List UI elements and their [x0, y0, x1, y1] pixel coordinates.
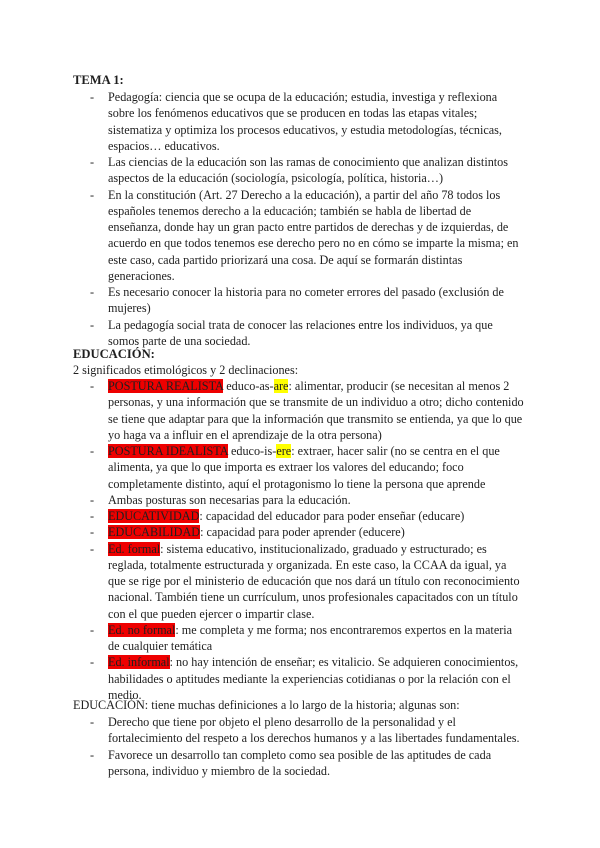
list-item: - Es necesario conocer la historia para no cometer errores del pasado (exclusión de mujeres)	[90, 285, 504, 316]
list-item-text: En la constitución (Art. 27 Derecho a la educación), a partir del año 78 todos los españoles tenemos derecho a la educación; también se habla de libertad de enseñanza, donde hay un gran pacto entre partidos de derechas y de izquierdas, de acuerdo en que todos tenemos ese derecho pero no en cómo se imparte la misma; en este caso, cada partido priorizará una cosa. De aquí se formarán distintas generaciones.	[108, 187, 519, 283]
list-item-text: Ambas posturas son necesarias para la educación.	[108, 492, 351, 507]
educacion-list	[0, 378, 600, 703]
list-item-text: Las ciencias de la educación son las ramas de conocimiento que analizan distintos aspectos de la educación (sociología, psicología, política, historia…)	[108, 155, 509, 186]
highlighted-term: EDUCABILIDAD	[108, 525, 201, 540]
highlighted-term: Ed. formal	[108, 541, 161, 556]
highlighted-term: POSTURA REALISTA	[108, 379, 224, 393]
list-item: - EDUCATIVIDAD: capacidad del educador para poder enseñar (educare)	[90, 509, 465, 523]
definitions-intro: EDUCACIÓN: tiene muchas definiciones a lo largo de la historia; algunas son:	[73, 698, 460, 712]
list-item: - En la constitución (Art. 27 Derecho a la educación), a partir del año 78 todos los españoles tenemos derecho a la educación; también se habla de libertad de enseñanza, donde hay un gran pacto entre partidos de derechas y de izquierdas, de acuerdo en que todos tenemos ese derecho pero no en cómo se imparte la misma; en este caso, cada partido priorizará una cosa. De aquí se formarán distintas generaciones.	[90, 187, 519, 283]
list-item: - EDUCABILIDAD: capacidad para poder aprender (educere)	[90, 525, 405, 540]
list-item: - Favorece un desarrollo tan completo como sea posible de las aptitudes de cada persona, individuo y miembro de la sociedad.	[90, 747, 492, 778]
list-item-text: Es necesario conocer la historia para no cometer errores del pasado (exclusión de mujeres)	[108, 285, 504, 316]
highlighted-term: Ed. no formal	[108, 622, 176, 637]
highlighted-term: Ed. informal	[108, 655, 170, 670]
definitions-list	[0, 714, 600, 779]
highlighted-suffix: ere	[276, 444, 292, 458]
tema1-heading: TEMA 1:	[73, 73, 124, 87]
list-item-text: La pedagogía social trata de conocer las relaciones entre los individuos, ya que somos parte de una sociedad.	[108, 317, 493, 348]
educacion-heading: EDUCACIÓN:	[73, 347, 155, 361]
list-item: - Las ciencias de la educación son las ramas de conocimiento que analizan distintos aspectos de la educación (sociología, psicología, política, historia…)	[90, 155, 509, 186]
list-item: - Pedagogía: ciencia que se ocupa de la educación; estudia, investiga y reflexiona sobre los fenómenos educativos que se producen en todas las etapas vitales; sistematiza y optimiza los procesos educativos, y estudia metodologías, técnicas, espacios… educativos.	[90, 90, 502, 153]
list-item: - POSTURA IDEALISTA educo-is-ere: extraer, hacer salir (no se centra en el que alimenta, ya que lo que importa es extraer los valores del educando; foco completamente distinto, aquí el protagonismo lo tiene la persona que aprende	[90, 444, 500, 491]
highlighted-term: POSTURA IDEALISTA	[108, 444, 228, 458]
list-item: - Ambas posturas son necesarias para la educación.	[90, 492, 351, 507]
list-item: - Ed. no formal: me completa y me forma; nos encontraremos expertos en la materia de cualquier temática	[90, 622, 513, 653]
highlighted-term: EDUCATIVIDAD	[108, 509, 200, 523]
highlighted-suffix: are	[273, 379, 289, 393]
list-item: - Derecho que tiene por objeto el pleno desarrollo de la personalidad y el fortalecimiento del respeto a los derechos humanos y a las libertades fundamentales.	[90, 715, 520, 746]
educacion-intro: 2 significados etimológicos y 2 declinaciones:	[73, 363, 299, 377]
tema1-list	[0, 89, 600, 349]
list-item-text: Pedagogía: ciencia que se ocupa de la educación; estudia, investiga y reflexiona sobre los fenómenos educativos que se producen en todas las etapas vitales; sistematiza y optimiza los procesos educativos, y estudia metodologías, técnicas, espacios… educativos.	[108, 90, 502, 153]
list-item: - Ed. informal: no hay intención de enseñar; es vitalicio. Se adquieren conocimientos, habilidades o aptitudes mediante la experiencias cotidianas o por la relación con el medio.	[90, 655, 519, 702]
list-item-text: Derecho que tiene por objeto el pleno desarrollo de la personalidad y el fortalecimiento del respeto a los derechos humanos y a las libertades fundamentales.	[108, 715, 520, 746]
list-item-text: Favorece un desarrollo tan completo como sea posible de las aptitudes de cada persona, individuo y miembro de la sociedad.	[108, 747, 492, 778]
list-item: - La pedagogía social trata de conocer las relaciones entre los individuos, ya que somos parte de una sociedad.	[90, 317, 493, 348]
list-item: - POSTURA REALISTA educo-as-are: alimentar, producir (se necesitan al menos 2 personas, y una información que se transmite de un individuo a otro; dicho contenido se tiene que adaptar para que la información que transmito se entienda, ya que lo que yo haga va a influir en el aprendizaje de la otra persona)	[90, 379, 524, 442]
list-item: - Ed. formal: sistema educativo, institucionalizado, graduado y estructurado; es reglada, totalmente estructurada y organizada. En este caso, la CCAA da igual, ya que se rige por el ministerio de educación que nos dará un título con reconocimiento nacional. También tiene un currículum, unos profesionales capacitados con un título con el que pueden ejercer o impartir clase.	[90, 541, 520, 621]
